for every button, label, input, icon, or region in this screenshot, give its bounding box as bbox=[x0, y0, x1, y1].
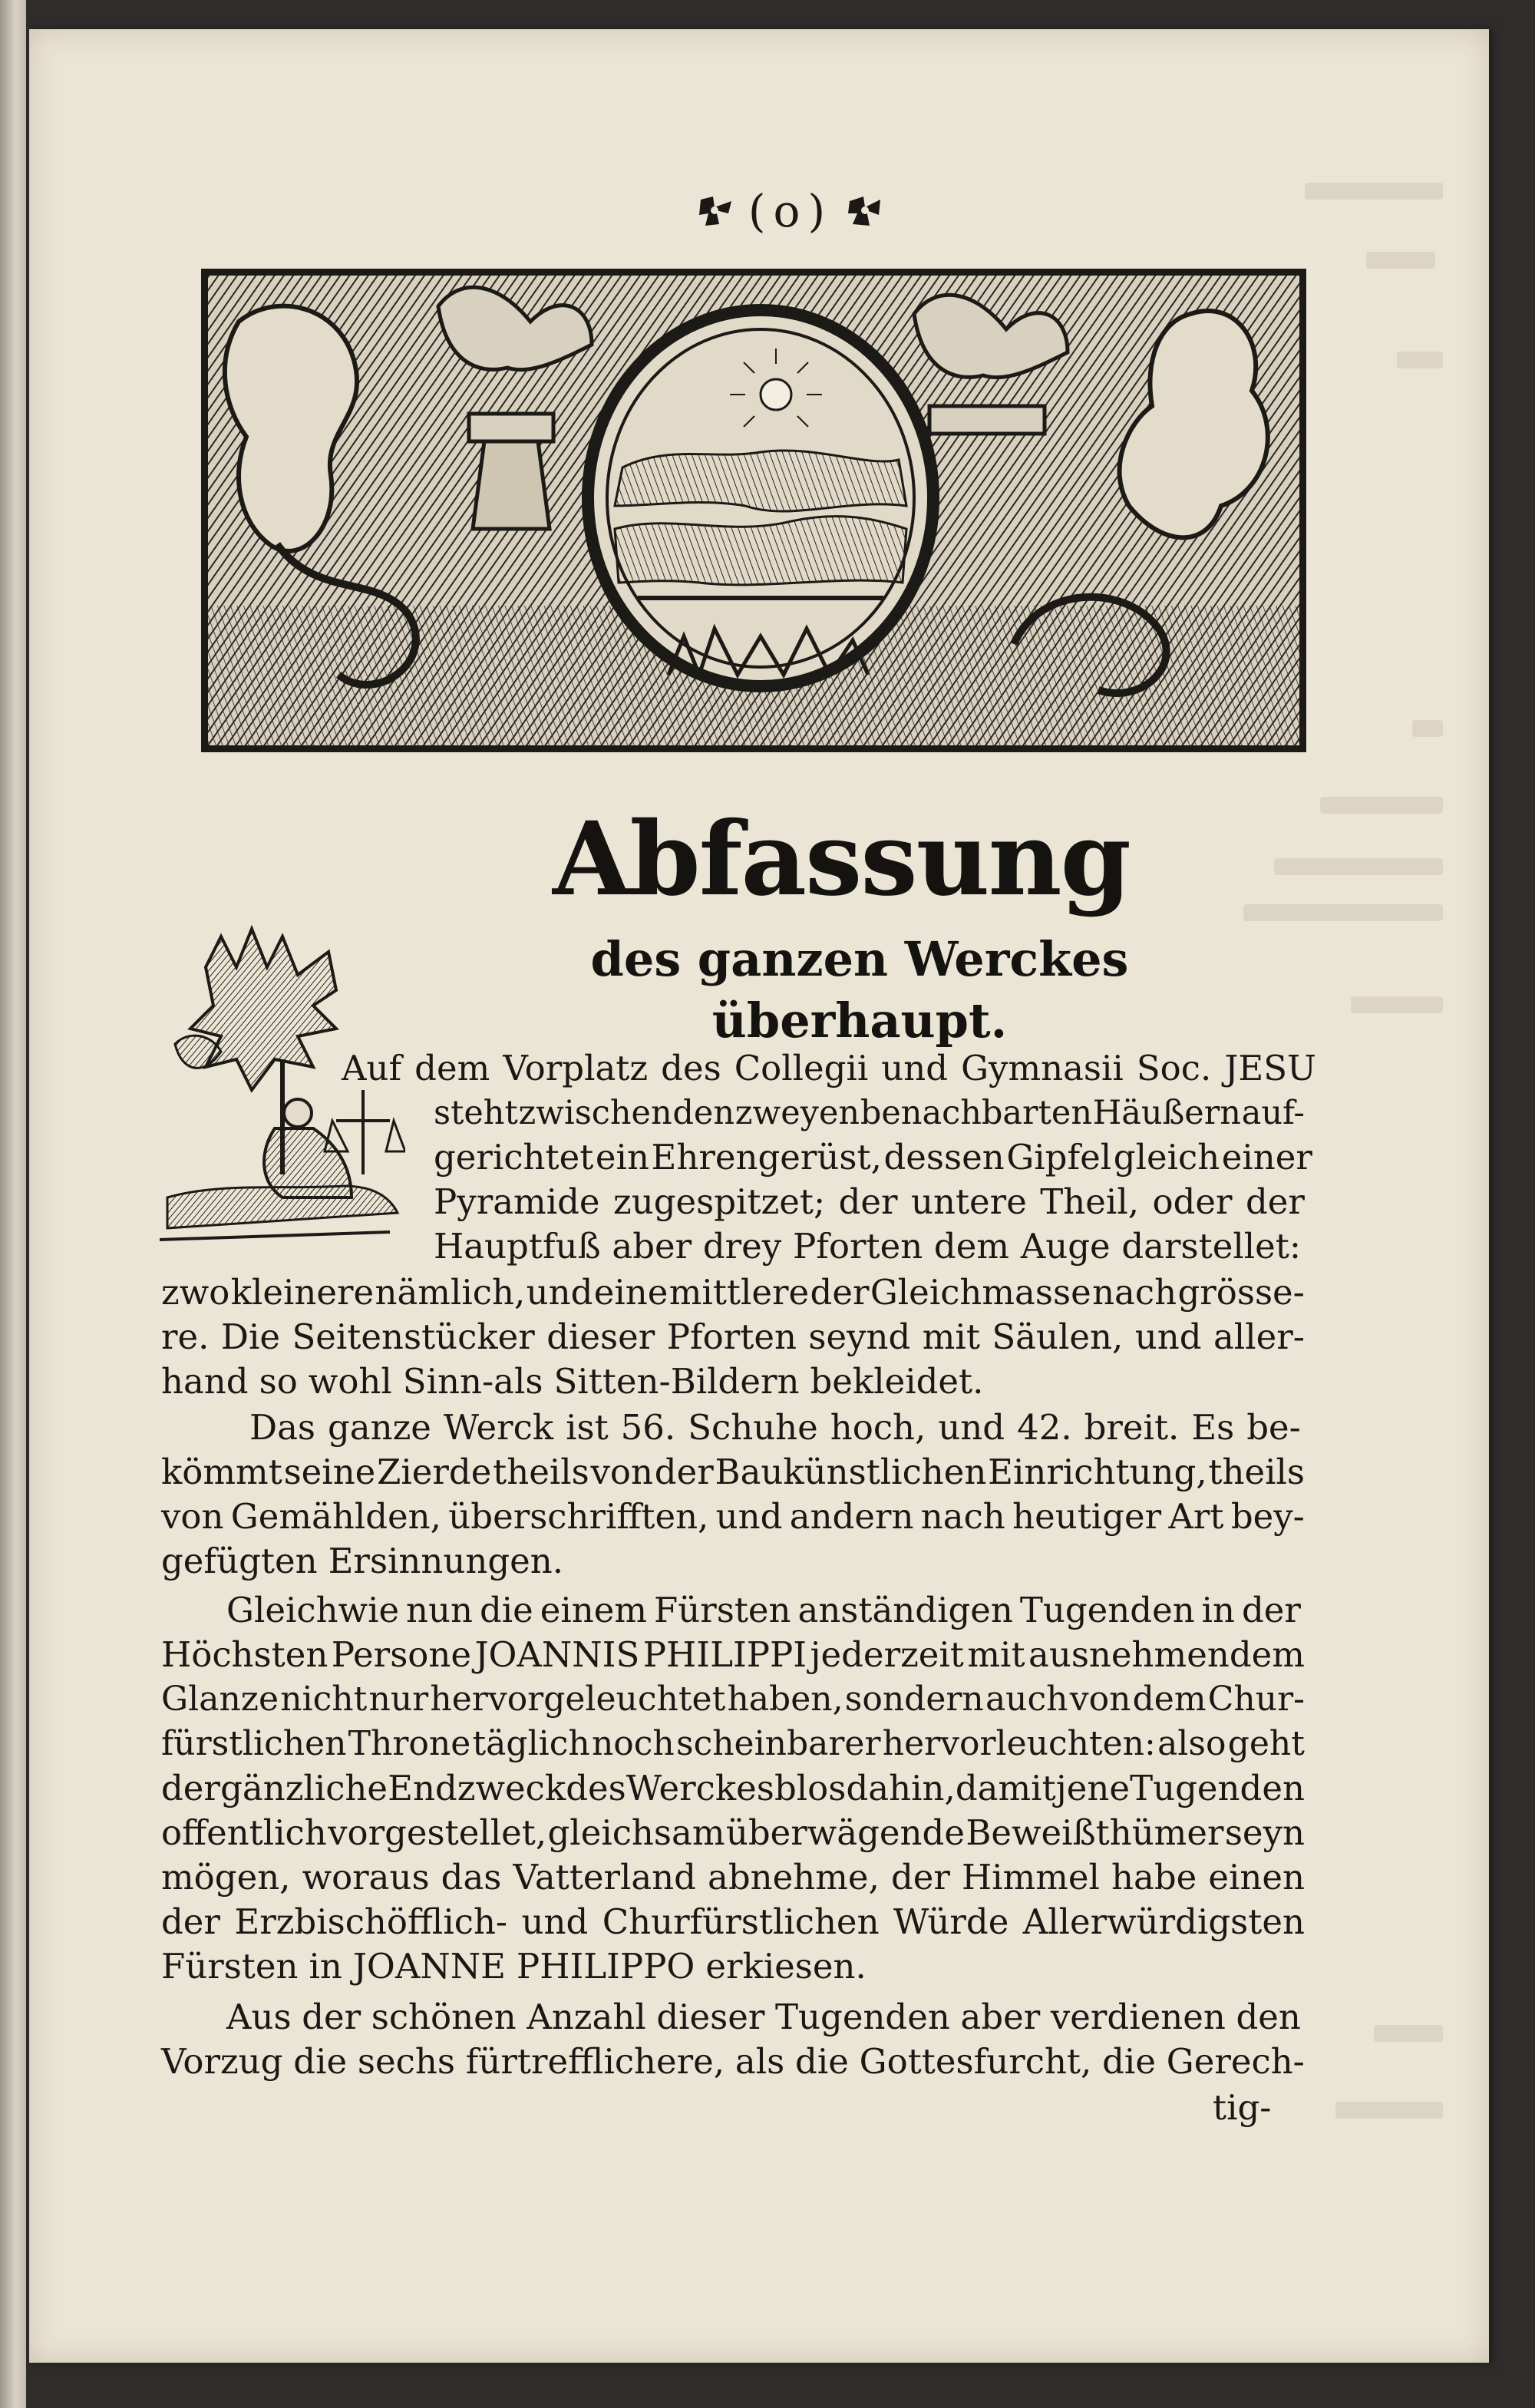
page-number: (o) bbox=[748, 185, 834, 237]
flower-ornament-icon bbox=[847, 193, 883, 229]
catchword: tig- bbox=[1213, 2087, 1272, 2128]
text-line: Pyramide zugespitzet; der untere Theil, oder der bbox=[434, 1181, 1305, 1222]
text-line: der gänzliche Endzweck des Werckes blos dahin, damit jene Tugenden bbox=[161, 1768, 1305, 1808]
text-line: Das ganze Werck ist 56. Schuhe hoch, und 42. breit. Es be- bbox=[249, 1407, 1301, 1448]
text-line: Hauptfuß aber drey Pforten dem Auge darstellet: bbox=[434, 1226, 1301, 1267]
text-line: Glanze nicht nur hervorgeleuchtet haben, sondern auch von dem Chur- bbox=[161, 1680, 1305, 1719]
text-line: steht zwischen den zweyen benachbarten Häußern auf- bbox=[434, 1094, 1305, 1132]
text-line: von Gemählden, überschrifften, und andern nach heutiger Art bey- bbox=[161, 1496, 1305, 1537]
text-line: zwo kleinere nämlich, und eine mittlere der Gleichmasse nach grösse- bbox=[161, 1272, 1305, 1313]
text-line: re. Die Seitenstücker dieser Pforten seynd mit Säulen, und aller- bbox=[161, 1316, 1305, 1357]
page-subtitle: des ganzen Werckes überhaupt. bbox=[590, 931, 1129, 1049]
text-line: Aus der schönen Anzahl dieser Tugenden aber verdienen den bbox=[226, 1997, 1301, 2037]
page-header bbox=[645, 184, 936, 238]
flower-ornament-icon bbox=[698, 193, 734, 229]
page-title: Abfassung bbox=[553, 800, 1130, 919]
text-line: gefügten Ersinnungen. bbox=[161, 1541, 564, 1581]
text-line: fürstlichen Throne täglich noch scheinbarer hervorleuchten: also geht bbox=[161, 1724, 1305, 1763]
landscape-medallion-illustration bbox=[208, 276, 1299, 745]
text-line: Höchsten Persone JOANNIS PHILIPPI jederzeit mit ausnehmendem bbox=[161, 1634, 1305, 1675]
text-line: Gleichwie nun die einem Fürsten anständigen Tugenden in der bbox=[226, 1590, 1301, 1630]
adjacent-page-edge bbox=[0, 0, 26, 2408]
text-line: Vorzug die sechs fürtrefflichere, als die Gottesfurcht, die Gerech- bbox=[161, 2041, 1305, 2082]
text-line: mögen, woraus das Vatterland abnehme, der Himmel habe einen bbox=[161, 1857, 1305, 1898]
text-line: kömmt seine Zierde theils von der Baukünstlichen Einrichtung, theils bbox=[161, 1452, 1305, 1492]
text-line: der Erzbischöfflich- und Churfürstlichen Würde Allerwürdigsten bbox=[161, 1901, 1305, 1942]
text-line: Fürsten in JOANNE PHILIPPO erkiesen. bbox=[161, 1946, 867, 1987]
text-line: gerichtet ein Ehrengerüst, dessen Gipfel gleich einer bbox=[434, 1137, 1312, 1178]
text-line: offentlich vorgestellet, gleichsam überwägende Beweißthümer seyn bbox=[161, 1812, 1305, 1853]
text-line: hand so wohl Sinn-als Sitten-Bildern bekleidet. bbox=[161, 1361, 984, 1402]
woodcut-headpiece bbox=[201, 269, 1306, 752]
text-line: Auf dem Vorplatz des Collegii und Gymnasii Soc. JESU bbox=[342, 1048, 1316, 1088]
